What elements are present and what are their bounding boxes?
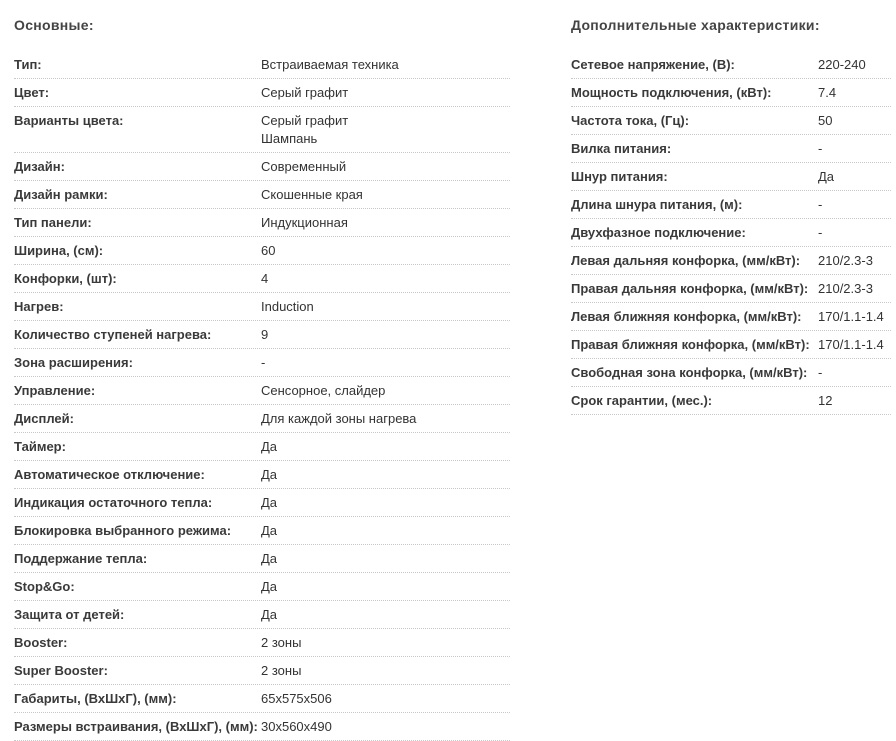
- spec-label: Сетевое напряжение, (В):: [571, 57, 735, 72]
- spec-row: [14, 685, 510, 713]
- spec-row: [14, 293, 510, 321]
- spec-label: Шнур питания:: [571, 169, 668, 184]
- spec-value: Да: [261, 551, 278, 566]
- spec-row: [571, 359, 891, 387]
- spec-label: Размеры встраивания, (ВхШхГ), (мм):: [14, 719, 258, 734]
- spec-value: Индукционная: [261, 215, 348, 230]
- spec-value: Да: [261, 467, 278, 482]
- spec-label: Конфорки, (шт):: [14, 271, 117, 286]
- spec-row: [571, 219, 891, 247]
- spec-value: 30x560x490: [261, 719, 332, 734]
- spec-value: 4: [261, 271, 269, 286]
- spec-label: Таймер:: [14, 439, 66, 454]
- spec-value: Встраиваемая техника: [261, 57, 399, 72]
- spec-value: -: [818, 365, 823, 380]
- spec-label: Тип панели:: [14, 215, 92, 230]
- spec-label: Индикация остаточного тепла:: [14, 495, 213, 510]
- spec-row: [571, 331, 891, 359]
- spec-value: Да: [261, 523, 278, 538]
- spec-label: Срок гарантии, (мес.):: [571, 393, 713, 408]
- spec-value: Скошенные края: [261, 187, 363, 202]
- spec-value: Сенсорное, слайдер: [261, 383, 386, 398]
- spec-label: Дизайн рамки:: [14, 187, 108, 202]
- spec-row: [571, 135, 891, 163]
- spec-row: [14, 321, 510, 349]
- spec-row: [14, 601, 510, 629]
- spec-row: [14, 51, 510, 79]
- main-specs-title: Основные:: [14, 17, 94, 33]
- spec-label: Super Booster:: [14, 663, 108, 678]
- spec-label: Правая дальняя конфорка, (мм/кВт):: [571, 281, 809, 296]
- spec-value: Да: [261, 579, 278, 594]
- spec-value: Да: [261, 495, 278, 510]
- spec-value: 170/1.1-1.4: [818, 309, 884, 324]
- spec-value: Да: [261, 439, 278, 454]
- spec-row: [14, 153, 510, 181]
- spec-value: Да: [818, 169, 835, 184]
- spec-row: [14, 349, 510, 377]
- spec-value: Да: [261, 607, 278, 622]
- spec-label: Левая дальняя конфорка, (мм/кВт):: [571, 253, 801, 268]
- spec-label: Защита от детей:: [14, 607, 125, 622]
- spec-row: [14, 107, 510, 153]
- spec-row: [14, 517, 510, 545]
- spec-label: Booster:: [14, 635, 68, 650]
- spec-label: Поддержание тепла:: [14, 551, 148, 566]
- spec-row: [14, 657, 510, 685]
- spec-row: [571, 303, 891, 331]
- spec-label: Мощность подключения, (кВт):: [571, 85, 772, 100]
- spec-value: Induction: [261, 299, 314, 314]
- spec-label: Управление:: [14, 383, 96, 398]
- spec-label: Варианты цвета:: [14, 113, 124, 128]
- spec-row: [14, 713, 510, 741]
- spec-value: 220-240: [818, 57, 866, 72]
- spec-value-line: Серый графит: [261, 113, 349, 128]
- spec-label: Зона расширения:: [14, 355, 133, 370]
- spec-row: [571, 51, 891, 79]
- spec-value: 210/2.3-3: [818, 281, 873, 296]
- spec-value: 2 зоны: [261, 635, 302, 650]
- spec-value: 50: [818, 113, 833, 128]
- spec-label: Дизайн:: [14, 159, 65, 174]
- spec-label: Свободная зона конфорка, (мм/кВт):: [571, 365, 808, 380]
- spec-value: -: [818, 225, 823, 240]
- spec-value: 60: [261, 243, 276, 258]
- spec-value: [261, 112, 348, 148]
- spec-row: [571, 107, 891, 135]
- spec-value: 9: [261, 327, 269, 342]
- spec-row: [14, 629, 510, 657]
- spec-label: Цвет:: [14, 85, 50, 100]
- spec-value: 2 зоны: [261, 663, 302, 678]
- spec-label: Частота тока, (Гц):: [571, 113, 690, 128]
- spec-row: [14, 79, 510, 107]
- spec-value: 65x575x506: [261, 691, 332, 706]
- spec-value: 7.4: [818, 85, 837, 100]
- spec-row: [14, 573, 510, 601]
- additional-specs-title: Дополнительные характеристики:: [571, 17, 820, 33]
- spec-value: 210/2.3-3: [818, 253, 873, 268]
- spec-value: Для каждой зоны нагрева: [261, 411, 417, 426]
- spec-label: Двухфазное подключение:: [571, 225, 746, 240]
- spec-value: Современный: [261, 159, 347, 174]
- spec-label: Автоматическое отключение:: [14, 467, 205, 482]
- spec-label: Габариты, (ВхШхГ), (мм):: [14, 691, 177, 706]
- spec-row: [14, 545, 510, 573]
- additional-specs-table: [571, 51, 891, 415]
- spec-label: Stop&Go:: [14, 579, 75, 594]
- spec-label: Вилка питания:: [571, 141, 672, 156]
- spec-label: Количество ступеней нагрева:: [14, 327, 212, 342]
- spec-row: [571, 247, 891, 275]
- spec-value: Серый графит: [261, 85, 349, 100]
- spec-value-line: Шампань: [261, 131, 318, 146]
- spec-row: [571, 163, 891, 191]
- spec-label: Правая ближняя конфорка, (мм/кВт):: [571, 337, 810, 352]
- spec-row: [14, 237, 510, 265]
- spec-label: Левая ближняя конфорка, (мм/кВт):: [571, 309, 802, 324]
- main-specs-table: [14, 51, 510, 741]
- spec-label: Тип:: [14, 57, 42, 72]
- spec-label: Длина шнура питания, (м):: [571, 197, 743, 212]
- spec-row: [571, 191, 891, 219]
- spec-row: [14, 461, 510, 489]
- spec-value: -: [261, 355, 266, 370]
- spec-row: [14, 489, 510, 517]
- spec-label: Нагрев:: [14, 299, 64, 314]
- spec-row: [571, 387, 891, 415]
- spec-row: [14, 181, 510, 209]
- spec-value: -: [818, 141, 823, 156]
- spec-value: 170/1.1-1.4: [818, 337, 884, 352]
- spec-value: -: [818, 197, 823, 212]
- spec-row: [14, 265, 510, 293]
- spec-row: [14, 405, 510, 433]
- spec-row: [571, 79, 891, 107]
- spec-row: [14, 433, 510, 461]
- spec-row: [571, 275, 891, 303]
- spec-label: Дисплей:: [14, 411, 74, 426]
- spec-row: [14, 377, 510, 405]
- spec-label: Блокировка выбранного режима:: [14, 523, 232, 538]
- spec-value: 12: [818, 393, 833, 408]
- spec-label: Ширина, (см):: [14, 243, 104, 258]
- spec-row: [14, 209, 510, 237]
